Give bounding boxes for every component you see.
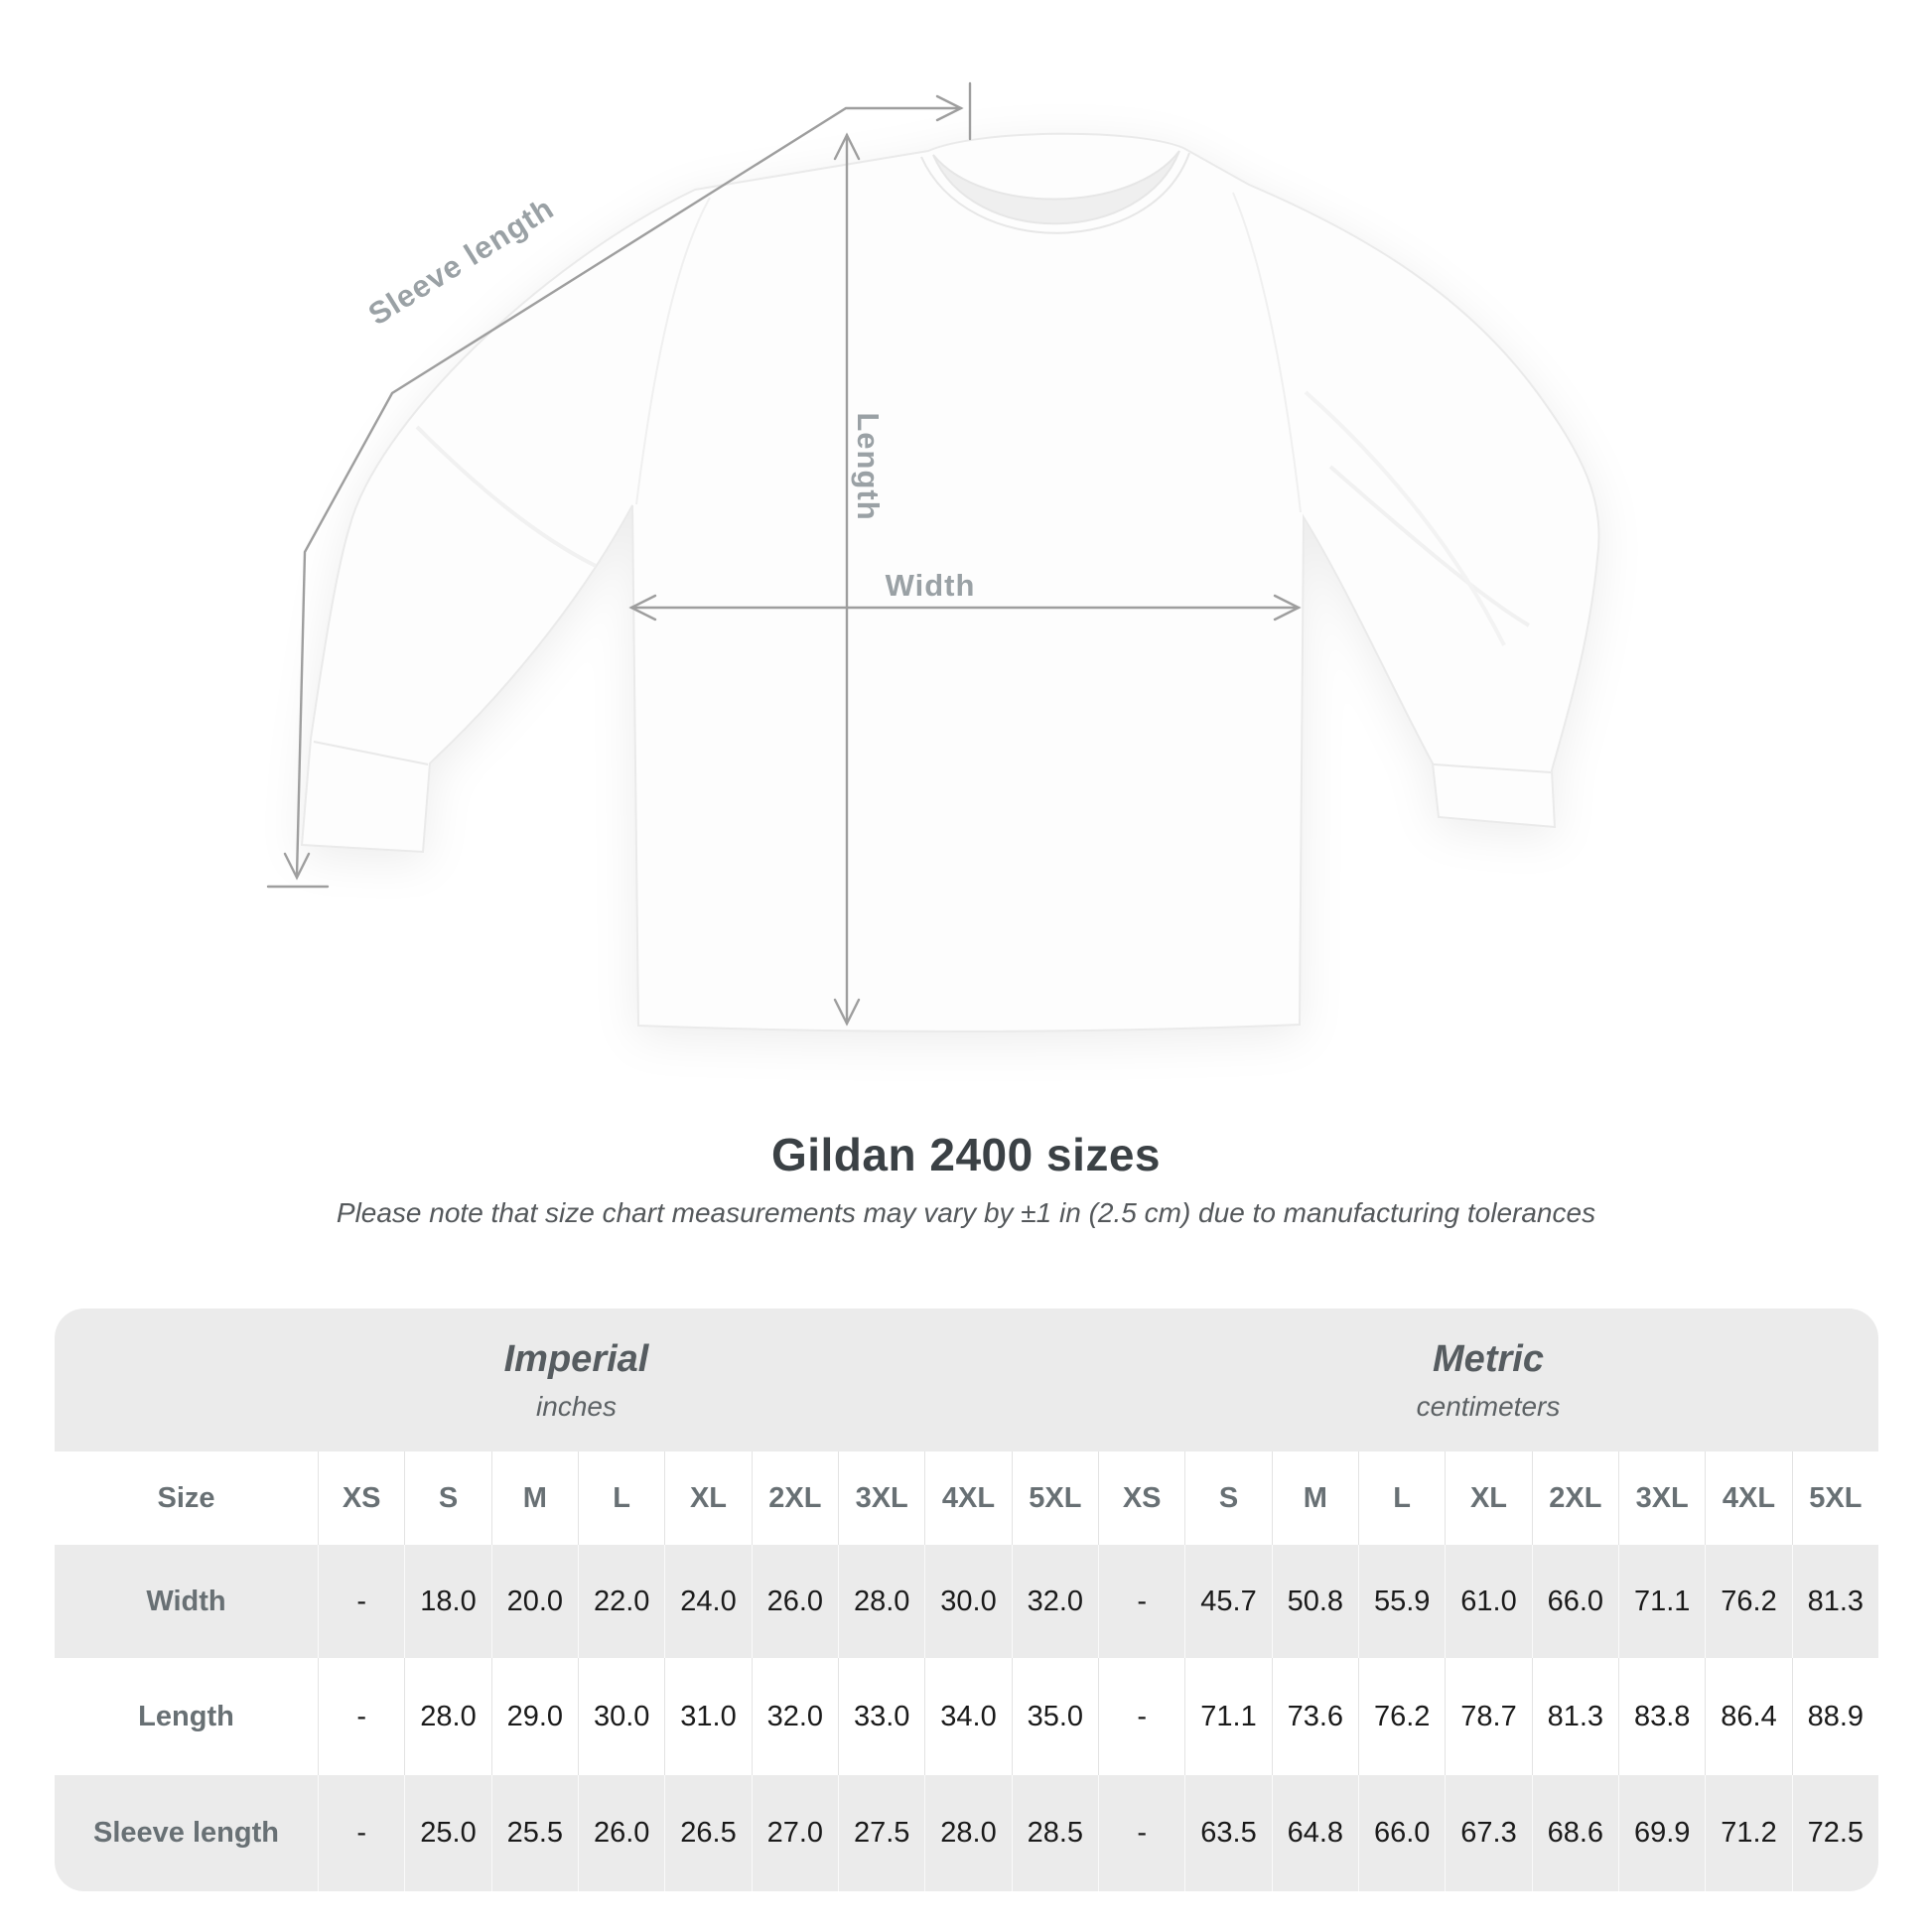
table-cell: 81.3	[1532, 1658, 1618, 1775]
table-cell: 25.5	[491, 1775, 578, 1891]
width-label: Width	[885, 568, 976, 603]
column-header: 5XL	[1012, 1451, 1098, 1545]
table-cell: -	[318, 1775, 404, 1891]
imperial-label: Imperial	[503, 1337, 649, 1380]
page-title: Gildan 2400 sizes	[770, 1129, 1162, 1180]
column-header: 3XL	[838, 1451, 924, 1545]
table-cell: 32.0	[1012, 1545, 1098, 1658]
table-cell: -	[1098, 1658, 1184, 1775]
table-cell: 50.8	[1272, 1545, 1358, 1658]
table-cell: 76.2	[1358, 1658, 1445, 1775]
table-cell: 72.5	[1792, 1775, 1878, 1891]
table-cell: 61.0	[1445, 1545, 1531, 1658]
column-header: 2XL	[1532, 1451, 1618, 1545]
metric-unit: centimeters	[1416, 1390, 1561, 1422]
row-label: Width	[146, 1585, 226, 1617]
table-cell: 26.5	[664, 1775, 751, 1891]
column-header: S	[404, 1451, 490, 1545]
size-header: Size	[157, 1481, 215, 1514]
table-cell: 73.6	[1272, 1658, 1358, 1775]
table-cell: 28.0	[924, 1775, 1011, 1891]
column-header: 4XL	[924, 1451, 1011, 1545]
table-cell: 55.9	[1358, 1545, 1445, 1658]
table-cell: -	[318, 1545, 404, 1658]
table-cell: 30.0	[578, 1658, 664, 1775]
table-cell: 32.0	[752, 1658, 838, 1775]
table-cell: 34.0	[924, 1658, 1011, 1775]
row-label: Sleeve length	[93, 1817, 279, 1849]
table-cell: 27.0	[752, 1775, 838, 1891]
table-cell: 83.8	[1618, 1658, 1705, 1775]
table-cell: 22.0	[578, 1545, 664, 1658]
table-cell: 71.1	[1618, 1545, 1705, 1658]
imperial-group-header	[55, 1309, 1098, 1451]
sleeve-length-row	[55, 1775, 1878, 1891]
table-cell: 28.0	[404, 1658, 490, 1775]
table-cell: 29.0	[491, 1658, 578, 1775]
table-cell: 25.0	[404, 1775, 490, 1891]
column-header: XS	[1098, 1451, 1184, 1545]
table-cell: 26.0	[578, 1775, 664, 1891]
table-cell: 66.0	[1358, 1775, 1445, 1891]
table-cell: -	[1098, 1545, 1184, 1658]
column-header: XL	[664, 1451, 751, 1545]
header-row	[55, 1451, 1878, 1545]
table-cell: 45.7	[1184, 1545, 1271, 1658]
column-header: XS	[318, 1451, 404, 1545]
column-header: L	[1358, 1451, 1445, 1545]
metric-group-header	[1098, 1309, 1878, 1451]
tolerance-note: Please note that size chart measurements may vary by ±1 in (2.5 cm) due to manufacturing tolerances	[336, 1197, 1596, 1228]
table-cell: 28.5	[1012, 1775, 1098, 1891]
table-cell: 78.7	[1445, 1658, 1531, 1775]
metric-label: Metric	[1433, 1337, 1544, 1380]
table-cell: 86.4	[1705, 1658, 1791, 1775]
table-cell: 24.0	[664, 1545, 751, 1658]
table-cell: 33.0	[838, 1658, 924, 1775]
table-cell: 35.0	[1012, 1658, 1098, 1775]
table-cell: 26.0	[752, 1545, 838, 1658]
table-cell: 88.9	[1792, 1658, 1878, 1775]
table-cell: 63.5	[1184, 1775, 1271, 1891]
width-row	[55, 1545, 1878, 1658]
column-header: 3XL	[1618, 1451, 1705, 1545]
table-cell: 27.5	[838, 1775, 924, 1891]
column-header: L	[578, 1451, 664, 1545]
table-cell: 71.2	[1705, 1775, 1791, 1891]
table-cell: -	[1098, 1775, 1184, 1891]
column-header: XL	[1445, 1451, 1531, 1545]
table-cell: 68.6	[1532, 1775, 1618, 1891]
imperial-unit: inches	[536, 1390, 617, 1422]
table-cell: 69.9	[1618, 1775, 1705, 1891]
row-label: Length	[138, 1700, 234, 1732]
length-label: Length	[851, 412, 886, 521]
column-header: 2XL	[752, 1451, 838, 1545]
table-cell: 64.8	[1272, 1775, 1358, 1891]
sleeve-length-label: Sleeve length	[361, 190, 560, 333]
table-cell: 76.2	[1705, 1545, 1791, 1658]
column-header: M	[1272, 1451, 1358, 1545]
unit-band	[55, 1309, 1878, 1451]
table-cell: 31.0	[664, 1658, 751, 1775]
table-cell: 71.1	[1184, 1658, 1271, 1775]
table-cell: 81.3	[1792, 1545, 1878, 1658]
table-cell: 20.0	[491, 1545, 578, 1658]
table-cell: 30.0	[924, 1545, 1011, 1658]
size-table	[55, 1309, 1878, 1891]
column-header: S	[1184, 1451, 1271, 1545]
column-header: 4XL	[1705, 1451, 1791, 1545]
table-cell: 28.0	[838, 1545, 924, 1658]
table-cell: 18.0	[404, 1545, 490, 1658]
table-cell: -	[318, 1658, 404, 1775]
column-header: 5XL	[1792, 1451, 1878, 1545]
table-cell: 66.0	[1532, 1545, 1618, 1658]
table-cell: 67.3	[1445, 1775, 1531, 1891]
length-row	[55, 1658, 1878, 1775]
column-header: M	[491, 1451, 578, 1545]
